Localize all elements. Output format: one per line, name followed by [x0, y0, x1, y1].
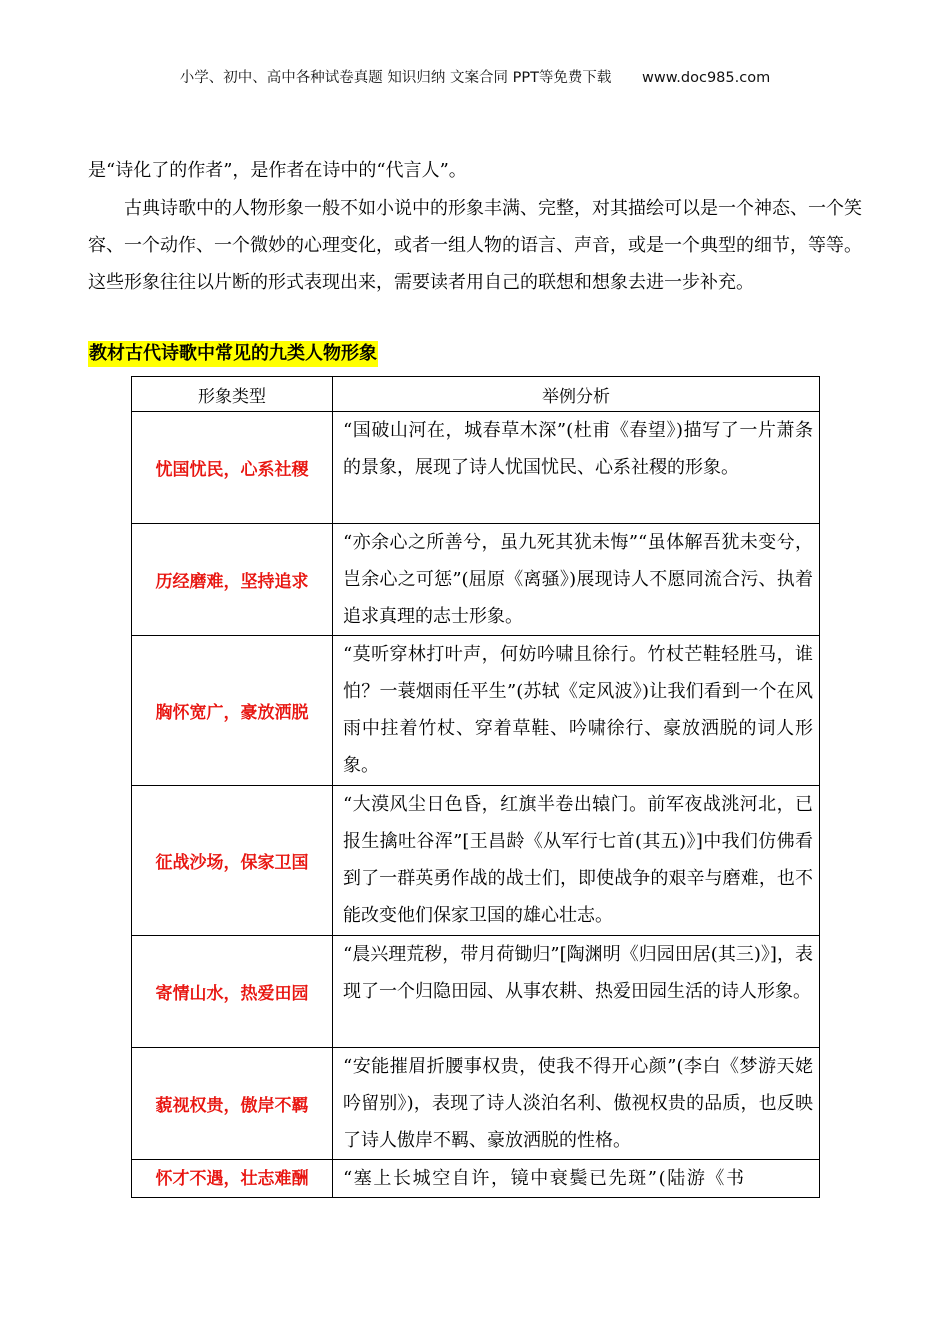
- table-row: [132, 936, 820, 1048]
- row-desc: “大漠风尘日色昏，红旗半卷出辕门。前军夜战洮河北，已报生擒吐谷浑”[王昌龄《从军行七首(其五)》]中我们仿佛看到了一群英勇作战的战士们，即使战争的艰辛与磨难，也不能改变他们保家卫国的雄心壮志。: [333, 786, 820, 936]
- row-desc: “亦余心之所善兮，虽九死其犹未悔”“虽体解吾犹未变兮，岂余心之可惩”(屈原《离骚》)展现诗人不愿同流合污、执着追求真理的志士形象。: [333, 524, 820, 636]
- row-type: 寄情山水，热爱田园: [132, 936, 333, 1048]
- row-type: 征战沙场，保家卫国: [132, 786, 333, 936]
- page-header: [0, 66, 950, 87]
- row-type: 胸怀宽广，豪放洒脱: [132, 636, 333, 786]
- paragraph-2: 古典诗歌中的人物形象一般不如小说中的形象丰满、完整，对其描绘可以是一个神态、一个笑容、一个动作、一个微妙的心理变化，或者一组人物的语言、声音，或是一个典型的细节，等等。这些形象往往以片断的形式表现出来，需要读者用自己的联想和想象去进一步补充。: [88, 198, 862, 293]
- section-heading: 教材古代诗歌中常见的九类人物形象: [88, 341, 378, 367]
- table-row: [132, 1048, 820, 1160]
- row-type: 忧国忧民，心系社稷: [132, 412, 333, 524]
- table-row: [132, 1160, 820, 1198]
- header-url[interactable]: www.doc985.com: [642, 70, 771, 86]
- row-type: 藐视权贵，傲岸不羁: [132, 1048, 333, 1160]
- row-desc: “晨兴理荒秽，带月荷锄归”[陶渊明《归园田居(其三)》]，表现了一个归隐田园、从事农耕、热爱田园生活的诗人形象。: [333, 936, 820, 1048]
- row-desc: “安能摧眉折腰事权贵，使我不得开心颜”(李白《梦游天姥吟留别》)，表现了诗人淡泊名利、傲视权贵的品质，也反映了诗人傲岸不羁、豪放洒脱的性格。: [333, 1048, 820, 1160]
- row-type: 怀才不遇，壮志难酬: [132, 1160, 333, 1198]
- header-text: 小学、初中、高中各种试卷真题 知识归纳 文案合同 PPT等免费下载: [179, 70, 612, 86]
- table-row: [132, 636, 820, 786]
- table-row: [132, 412, 820, 524]
- table-row: [132, 786, 820, 936]
- table-header-row: [132, 377, 820, 412]
- header-type: 形象类型: [132, 377, 333, 412]
- row-desc: “塞上长城空自许，镜中衰鬓已先斑”(陆游《书: [333, 1160, 820, 1198]
- row-desc: “莫听穿林打叶声，何妨吟啸且徐行。竹杖芒鞋轻胜马，谁怕？一蓑烟雨任平生”(苏轼《定风波》)让我们看到一个在风雨中拄着竹杖、穿着草鞋、吟啸徐行、豪放洒脱的词人形象。: [333, 636, 820, 786]
- header-analysis: 举例分析: [333, 377, 820, 412]
- row-type: 历经磨难，坚持追求: [132, 524, 333, 636]
- paragraph-1: 是“诗化了的作者”，是作者在诗中的“代言人”。: [88, 160, 467, 181]
- character-types-table: [131, 376, 820, 1198]
- row-desc: “国破山河在，城春草木深”(杜甫《春望》)描写了一片萧条的景象，展现了诗人忧国忧民、心系社稷的形象。: [333, 412, 820, 524]
- table-row: [132, 524, 820, 636]
